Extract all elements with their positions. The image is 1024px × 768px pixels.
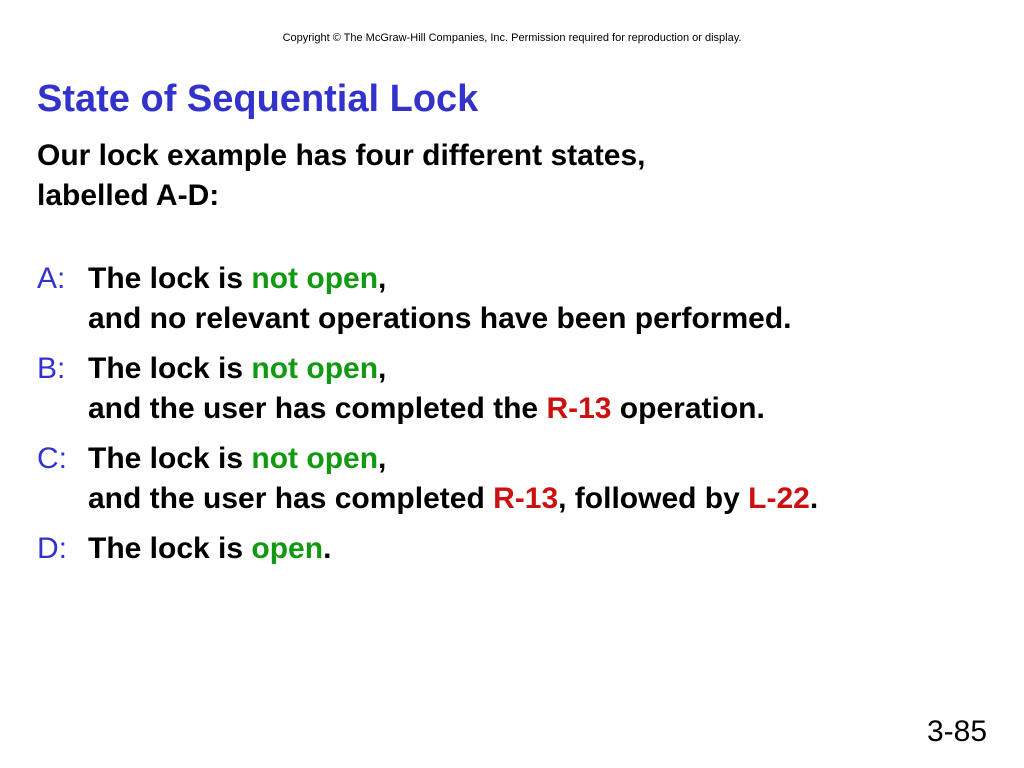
state-label-a: A:	[37, 262, 66, 295]
state-a-punct: ,	[378, 262, 387, 295]
state-d-line-1	[88, 529, 331, 569]
state-description-b	[88, 349, 765, 429]
state-b-highlight: not open	[251, 352, 379, 385]
state-c-operation-l22: L-22	[748, 482, 810, 515]
state-b-punct: ,	[378, 352, 387, 385]
state-c-line-2-mid: , followed by	[558, 482, 749, 515]
state-description-a	[88, 259, 792, 339]
state-label-d: D:	[37, 532, 67, 565]
state-c-operation-r13: R-13	[493, 482, 559, 515]
state-a-line-2: and no relevant operations have been performed.	[88, 302, 792, 335]
state-b-operation-r13: R-13	[546, 392, 612, 425]
intro-text	[37, 136, 646, 216]
state-c-line-2-post: .	[809, 482, 819, 515]
state-b-line-2	[88, 389, 765, 429]
state-c-punct: ,	[378, 442, 387, 475]
state-a-text: The lock is	[88, 262, 252, 295]
state-c-line-1	[88, 439, 818, 479]
copyright-notice: Copyright © The McGraw-Hill Companies, Inc. Permission required for reproduction or display.	[282, 32, 742, 44]
state-label-c: C:	[37, 442, 67, 475]
state-c-highlight: not open	[251, 442, 379, 475]
state-b-line-2-post: operation.	[611, 392, 765, 425]
state-a-highlight: not open	[251, 262, 379, 295]
intro-line-1: Our lock example has four different states,	[37, 139, 646, 172]
state-d-highlight: open	[251, 532, 324, 565]
state-d-text: The lock is	[88, 532, 252, 565]
state-description-c	[88, 439, 818, 519]
state-c-text: The lock is	[88, 442, 252, 475]
state-description-d	[88, 529, 331, 569]
state-d-punct: .	[323, 532, 332, 565]
state-b-line-2-pre: and the user has completed the	[88, 392, 547, 425]
state-b-line-1	[88, 349, 765, 389]
state-a-line-1	[88, 259, 792, 299]
state-c-line-2-pre: and the user has completed	[88, 482, 494, 515]
page-number: 3-85	[926, 715, 987, 748]
intro-line-2: labelled A-D:	[37, 179, 220, 212]
state-b-text: The lock is	[88, 352, 252, 385]
state-label-b: B:	[37, 352, 66, 385]
state-c-line-2	[88, 479, 818, 519]
slide-title: State of Sequential Lock	[37, 78, 479, 120]
